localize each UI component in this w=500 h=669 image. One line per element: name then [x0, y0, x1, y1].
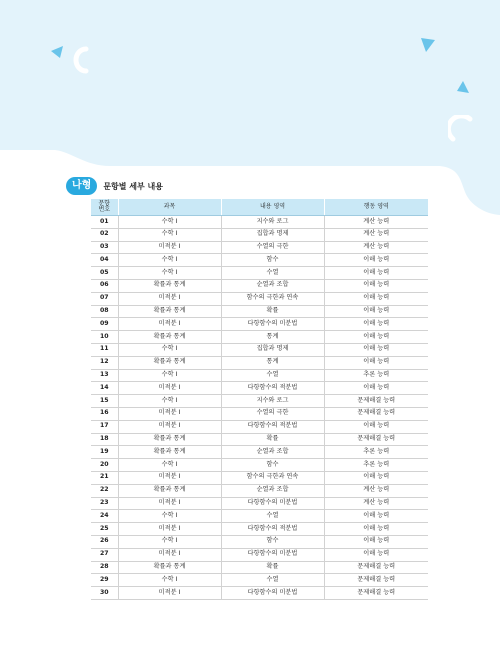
table-row [91, 535, 428, 548]
cell-content-area: 확률 [221, 433, 324, 446]
cell-subject: 수학 I [118, 228, 221, 241]
cell-behavior-area: 이해 능력 [324, 305, 428, 318]
table-row [91, 305, 428, 318]
table-row [91, 292, 428, 305]
cell-subject: 확률과 통계 [118, 433, 221, 446]
cell-subject: 미적분 I [118, 497, 221, 510]
cell-behavior-area: 이해 능력 [324, 343, 428, 356]
cell-subject: 수학 I [118, 254, 221, 267]
cell-item-number: 12 [91, 356, 118, 369]
cell-subject: 미적분 I [118, 407, 221, 420]
header-behavior-area: 행동 영역 [324, 199, 428, 216]
table-row [91, 407, 428, 420]
cell-item-number: 28 [91, 561, 118, 574]
cell-subject: 수학 I [118, 343, 221, 356]
cell-item-number: 04 [91, 254, 118, 267]
cell-subject: 미적분 I [118, 523, 221, 536]
cell-behavior-area: 계산 능력 [324, 216, 428, 229]
cell-content-area: 함수의 극한과 연속 [221, 292, 324, 305]
cell-item-number: 24 [91, 510, 118, 523]
cell-content-area: 함수 [221, 535, 324, 548]
cell-behavior-area: 이해 능력 [324, 535, 428, 548]
triangle-icon [456, 80, 470, 94]
cell-subject: 확률과 통계 [118, 561, 221, 574]
table-row [91, 587, 428, 600]
cell-content-area: 순열과 조합 [221, 279, 324, 292]
cell-behavior-area: 이해 능력 [324, 356, 428, 369]
cell-content-area: 다항함수의 적분법 [221, 420, 324, 433]
cell-behavior-area: 이해 능력 [324, 471, 428, 484]
cell-content-area: 통계 [221, 356, 324, 369]
cell-content-area: 함수 [221, 459, 324, 472]
cell-item-number: 25 [91, 523, 118, 536]
header-item-number: 문항 번호 [91, 199, 118, 216]
cell-content-area: 확률 [221, 305, 324, 318]
cell-behavior-area: 문제해결 능력 [324, 395, 428, 408]
cell-content-area: 지수와 로그 [221, 395, 324, 408]
cell-subject: 수학 I [118, 395, 221, 408]
section-header [66, 176, 163, 196]
cell-behavior-area: 이해 능력 [324, 279, 428, 292]
cell-item-number: 09 [91, 318, 118, 331]
cell-subject: 수학 I [118, 267, 221, 280]
table-row [91, 433, 428, 446]
cell-content-area: 순열과 조합 [221, 484, 324, 497]
cell-content-area: 다항함수의 적분법 [221, 382, 324, 395]
cell-behavior-area: 이해 능력 [324, 382, 428, 395]
cell-item-number: 21 [91, 471, 118, 484]
header-content-area: 내용 영역 [221, 199, 324, 216]
cell-content-area: 통계 [221, 331, 324, 344]
cell-item-number: 02 [91, 228, 118, 241]
cell-item-number: 22 [91, 484, 118, 497]
table-row [91, 395, 428, 408]
table-row [91, 369, 428, 382]
table-row [91, 382, 428, 395]
cell-behavior-area: 문제해결 능력 [324, 433, 428, 446]
cell-behavior-area: 추론 능력 [324, 446, 428, 459]
cell-subject: 수학 I [118, 459, 221, 472]
table-row [91, 267, 428, 280]
cell-content-area: 수열의 극한 [221, 407, 324, 420]
cell-item-number: 15 [91, 395, 118, 408]
cell-content-area: 확률 [221, 561, 324, 574]
triangle-icon [50, 45, 64, 59]
item-detail-table [91, 199, 428, 600]
table-row [91, 523, 428, 536]
cell-item-number: 05 [91, 267, 118, 280]
cell-subject: 미적분 I [118, 318, 221, 331]
cell-item-number: 27 [91, 548, 118, 561]
cell-behavior-area: 문제해결 능력 [324, 407, 428, 420]
table-row [91, 216, 428, 229]
cell-item-number: 19 [91, 446, 118, 459]
table-row [91, 356, 428, 369]
triangle-icon [420, 37, 436, 53]
cell-subject: 확률과 통계 [118, 279, 221, 292]
cell-behavior-area: 이해 능력 [324, 267, 428, 280]
cell-subject: 수학 I [118, 216, 221, 229]
cell-subject: 미적분 I [118, 292, 221, 305]
cell-item-number: 14 [91, 382, 118, 395]
cell-behavior-area: 계산 능력 [324, 228, 428, 241]
cell-subject: 미적분 I [118, 471, 221, 484]
cell-content-area: 다항함수의 미분법 [221, 548, 324, 561]
cell-behavior-area: 추론 능력 [324, 459, 428, 472]
table-body [91, 216, 428, 600]
cell-behavior-area: 이해 능력 [324, 254, 428, 267]
cell-behavior-area: 이해 능력 [324, 292, 428, 305]
table-row [91, 574, 428, 587]
cell-item-number: 16 [91, 407, 118, 420]
table-row [91, 446, 428, 459]
table-row [91, 420, 428, 433]
section-badge: 나형 [66, 177, 97, 195]
cell-item-number: 06 [91, 279, 118, 292]
section-title: 문항별 세부 내용 [103, 181, 163, 191]
cell-item-number: 29 [91, 574, 118, 587]
table-row [91, 459, 428, 472]
cell-content-area: 다항함수의 미분법 [221, 587, 324, 600]
cell-subject: 확률과 통계 [118, 305, 221, 318]
cell-item-number: 23 [91, 497, 118, 510]
cell-content-area: 수열 [221, 267, 324, 280]
cell-item-number: 01 [91, 216, 118, 229]
cell-content-area: 집합과 명제 [221, 343, 324, 356]
cell-subject: 수학 I [118, 535, 221, 548]
cell-item-number: 17 [91, 420, 118, 433]
cell-content-area: 수열의 극한 [221, 241, 324, 254]
cell-behavior-area: 문제해결 능력 [324, 587, 428, 600]
cell-subject: 확률과 통계 [118, 484, 221, 497]
cell-subject: 미적분 I [118, 587, 221, 600]
table-row [91, 343, 428, 356]
cell-item-number: 10 [91, 331, 118, 344]
cell-content-area: 수열 [221, 574, 324, 587]
cell-content-area: 함수 [221, 254, 324, 267]
table-row [91, 497, 428, 510]
table-row [91, 510, 428, 523]
cell-content-area: 수열 [221, 510, 324, 523]
cell-item-number: 18 [91, 433, 118, 446]
cell-item-number: 03 [91, 241, 118, 254]
arc-icon [68, 46, 90, 74]
cell-behavior-area: 이해 능력 [324, 510, 428, 523]
cell-subject: 수학 I [118, 574, 221, 587]
cell-subject: 미적분 I [118, 241, 221, 254]
cell-behavior-area: 이해 능력 [324, 318, 428, 331]
table-header-row [91, 199, 428, 216]
cell-subject: 확률과 통계 [118, 446, 221, 459]
cell-behavior-area: 계산 능력 [324, 497, 428, 510]
cell-item-number: 20 [91, 459, 118, 472]
cell-subject: 확률과 통계 [118, 356, 221, 369]
table-row [91, 548, 428, 561]
cell-content-area: 다항함수의 미분법 [221, 318, 324, 331]
cell-behavior-area: 이해 능력 [324, 420, 428, 433]
cell-item-number: 11 [91, 343, 118, 356]
cell-item-number: 30 [91, 587, 118, 600]
cell-subject: 수학 I [118, 369, 221, 382]
cell-item-number: 07 [91, 292, 118, 305]
cell-content-area: 수열 [221, 369, 324, 382]
arc-icon [448, 115, 474, 143]
table-row [91, 241, 428, 254]
cell-content-area: 다항함수의 적분법 [221, 523, 324, 536]
cell-subject: 수학 I [118, 510, 221, 523]
cell-behavior-area: 문제해결 능력 [324, 561, 428, 574]
cell-content-area: 함수의 극한과 연속 [221, 471, 324, 484]
table-row [91, 318, 428, 331]
cell-subject: 미적분 I [118, 548, 221, 561]
cell-content-area: 지수와 로그 [221, 216, 324, 229]
cell-item-number: 26 [91, 535, 118, 548]
cell-behavior-area: 이해 능력 [324, 331, 428, 344]
header-subject: 과목 [118, 199, 221, 216]
table-row [91, 279, 428, 292]
cell-behavior-area: 계산 능력 [324, 484, 428, 497]
table-row [91, 254, 428, 267]
cell-item-number: 13 [91, 369, 118, 382]
cell-content-area: 다항함수의 미분법 [221, 497, 324, 510]
cell-behavior-area: 문제해결 능력 [324, 574, 428, 587]
table-row [91, 331, 428, 344]
cell-behavior-area: 이해 능력 [324, 523, 428, 536]
cell-behavior-area: 추론 능력 [324, 369, 428, 382]
cell-behavior-area: 이해 능력 [324, 548, 428, 561]
cell-content-area: 순열과 조합 [221, 446, 324, 459]
cell-behavior-area: 계산 능력 [324, 241, 428, 254]
table-row [91, 484, 428, 497]
cell-content-area: 집합과 명제 [221, 228, 324, 241]
cell-subject: 미적분 I [118, 420, 221, 433]
cell-item-number: 08 [91, 305, 118, 318]
cell-subject: 미적분 I [118, 382, 221, 395]
table-row [91, 561, 428, 574]
cell-subject: 확률과 통계 [118, 331, 221, 344]
table-row [91, 228, 428, 241]
table-row [91, 471, 428, 484]
